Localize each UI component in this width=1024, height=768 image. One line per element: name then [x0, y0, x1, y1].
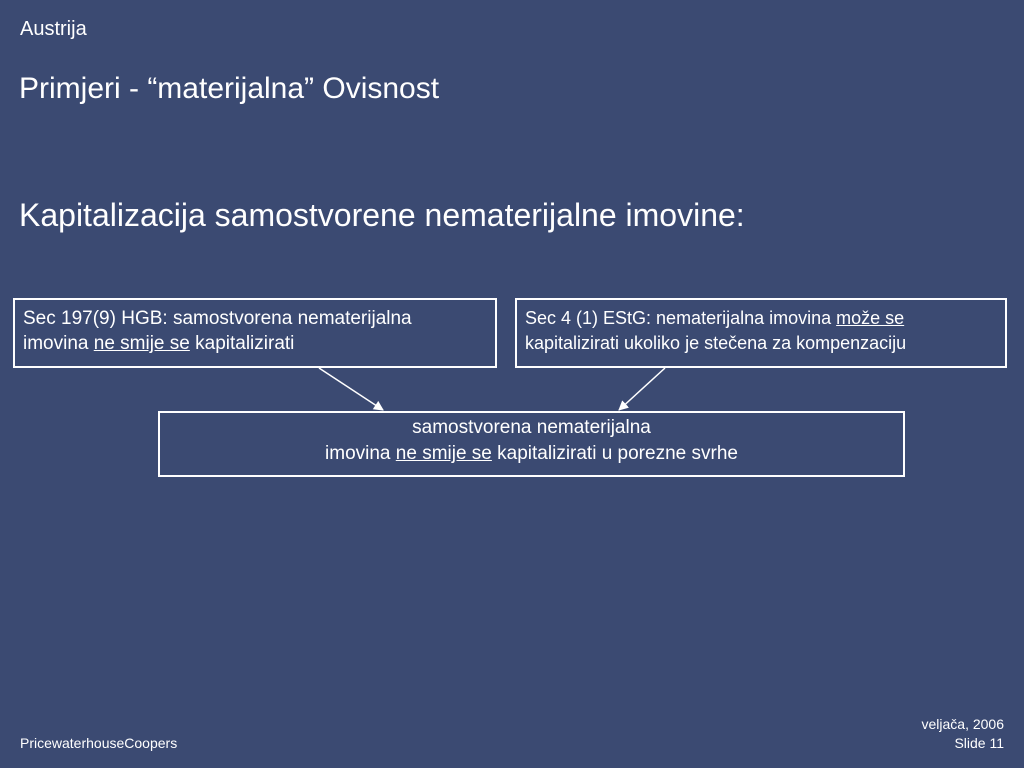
conclusion-underlined: ne smije se [395, 443, 492, 464]
estg-rule-underlined: može se [836, 308, 905, 328]
conclusion-line2-post: kapitalizirati u porezne svrhe [491, 443, 738, 464]
arrow-right-to-center [619, 368, 665, 410]
hgb-rule-underlined: ne smije se [93, 333, 190, 354]
conclusion-line2 [160, 441, 903, 467]
estg-rule-line2: kapitalizirati ukoliko je stečena za kompenzaciju [525, 333, 907, 353]
slide-number: Slide 11 [954, 735, 1004, 751]
hgb-rule-line2-pre: imovina [23, 333, 94, 354]
footer-date: veljača, 2006 [921, 716, 1004, 732]
hgb-rule-line1: Sec 197(9) HGB: samostvorena nematerijalna [23, 308, 412, 329]
conclusion-line2-pre: imovina [325, 443, 396, 464]
slide-title: Primjeri - “materijalna” Ovisnost [19, 72, 440, 105]
company-name: PricewaterhouseCoopers [20, 735, 178, 751]
hgb-rule-line2-post: kapitalizirati [189, 333, 295, 354]
conclusion-line1: samostvorena nematerijalna [412, 417, 651, 438]
section-label: Austrija [20, 18, 87, 40]
footer-info [921, 715, 1004, 753]
estg-rule-line1-pre: Sec 4 (1) EStG: nematerijalna imovina [525, 308, 837, 328]
arrow-left-to-center [319, 368, 383, 410]
slide-subtitle: Kapitalizacija samostvorene nematerijalne imovine: [19, 197, 745, 233]
conclusion-box [158, 411, 905, 477]
